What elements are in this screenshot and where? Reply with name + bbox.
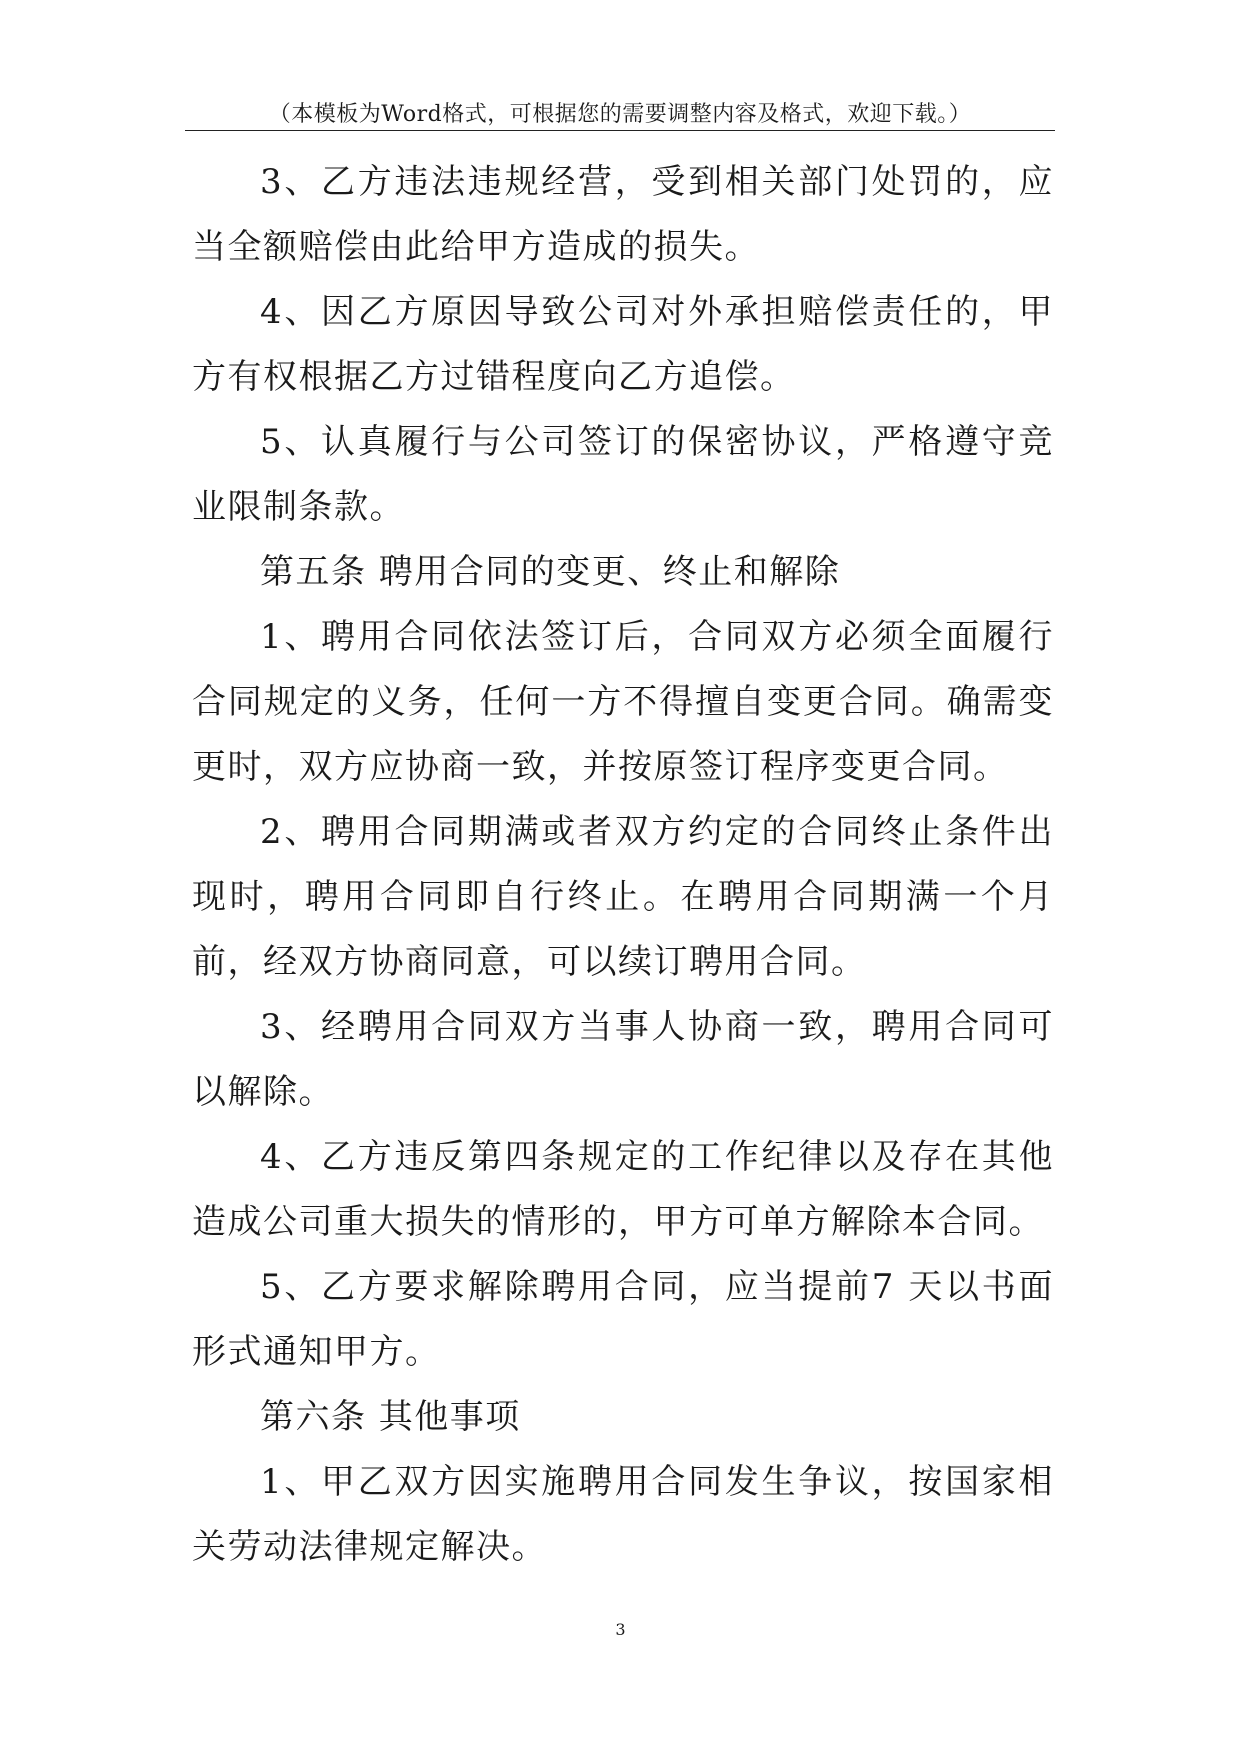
paragraph-clause-5-5: 5、乙方要求解除聘用合同，应当提前7 天以书面形式通知甲方。 [192, 1267, 1054, 1372]
header-note: （本模板为Word格式，可根据您的需要调整内容及格式，欢迎下载。） [268, 102, 972, 127]
document-body [192, 150, 1054, 1580]
header-divider [185, 130, 1055, 131]
section-heading-article-5: 第五条 聘用合同的变更、终止和解除 [260, 552, 841, 592]
paragraph-clause-6-1: 1、甲乙双方因实施聘用合同发生争议，按国家相关劳动法律规定解决。 [192, 1462, 1054, 1567]
section-heading-article-6: 第六条 其他事项 [260, 1397, 521, 1437]
paragraph-clause-4-5: 5、认真履行与公司签订的保密协议，严格遵守竞业限制条款。 [192, 422, 1054, 527]
paragraph-clause-5-1: 1、聘用合同依法签订后，合同双方必须全面履行合同规定的义务，任何一方不得擅自变更合同。确需变更时，双方应协商一致，并按原签订程序变更合同。 [192, 617, 1054, 787]
paragraph-clause-5-2: 2、聘用合同期满或者双方约定的合同终止条件出现时，聘用合同即自行终止。在聘用合同期满一个月前，经双方协商同意，可以续订聘用合同。 [192, 812, 1054, 982]
paragraph-clause-4-3: 3、乙方违法违规经营，受到相关部门处罚的，应当全额赔偿由此给甲方造成的损失。 [192, 162, 1054, 267]
paragraph-clause-5-3: 3、经聘用合同双方当事人协商一致，聘用合同可以解除。 [192, 1007, 1054, 1112]
paragraph-clause-5-4: 4、乙方违反第四条规定的工作纪律以及存在其他造成公司重大损失的情形的，甲方可单方解除本合同。 [192, 1137, 1054, 1242]
paragraph-clause-4-4: 4、因乙方原因导致公司对外承担赔偿责任的，甲方有权根据乙方过错程度向乙方追偿。 [192, 292, 1054, 397]
page-number: 3 [615, 1620, 626, 1639]
